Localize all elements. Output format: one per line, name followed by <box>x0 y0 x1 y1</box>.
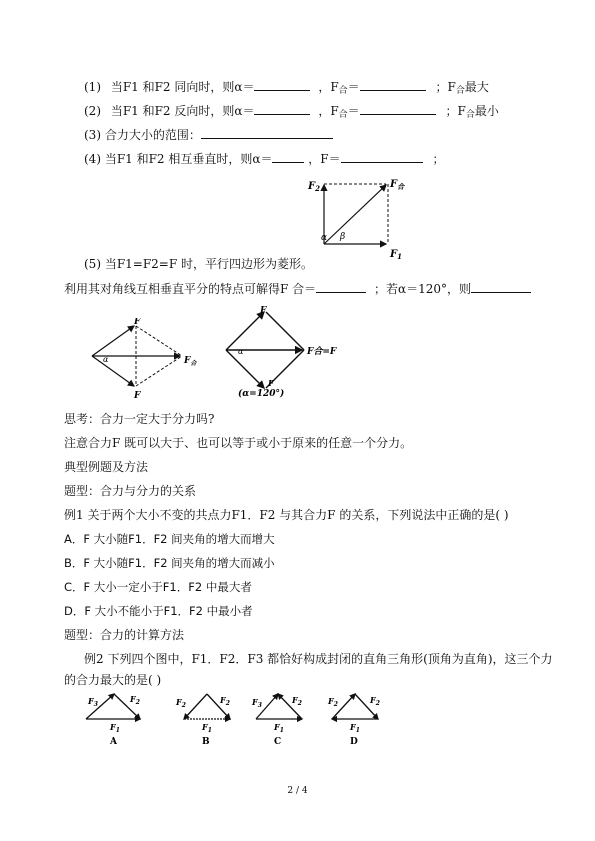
svg-text:F2: $F_2$ <box>130 694 140 706</box>
svg-text:F1: $F_1$ <box>110 722 120 734</box>
triangle-a <box>86 694 140 747</box>
svg-text:F1: $F_1$ <box>274 722 284 734</box>
rhombus-dash-top <box>136 326 182 356</box>
r120-bottom-arrow <box>226 350 264 388</box>
r120-top-arrow <box>226 312 264 350</box>
triangle-a-label: A <box>110 737 117 747</box>
blank-fhe-same[interactable] <box>360 79 426 91</box>
triangle-options <box>80 688 400 752</box>
rhombus-alpha: α <box>103 355 109 364</box>
page-number: 2 / 4 <box>287 786 308 796</box>
item-1-num: (1) <box>84 80 101 94</box>
blank-alpha-opposite[interactable] <box>254 103 310 115</box>
figure-perpendicular <box>300 172 410 264</box>
r120-edge-top <box>266 312 304 350</box>
item-1-text-e: 最大 <box>464 80 489 94</box>
example-1: 例1 关于两个大小不变的共点力F1．F2 与其合力F 的关系，下列说法中正确的是( ) <box>64 508 509 522</box>
item-4-text-a: (4) 当F1 和F2 相互垂直时，则α＝ <box>84 152 273 166</box>
r120-label-top: F <box>260 306 267 316</box>
r120-angle-label: (α=120°) <box>238 389 285 398</box>
item-6 <box>64 281 531 296</box>
topic-2: 题型：合力的计算方法 <box>64 628 185 642</box>
item-2-sub2: 合 <box>465 110 475 120</box>
label-alpha: α <box>321 233 328 243</box>
r120-label-bottom: F <box>268 378 274 388</box>
example-2-line1: 例2 下列四个图中，F1．F2．F3 都恰好构成封闭的直角三角形(顶角为直角)，这三个力 <box>84 652 553 666</box>
item-4 <box>84 151 444 166</box>
item-4-text-c: ； <box>432 152 445 166</box>
item-1 <box>84 79 489 98</box>
rhombus-label-top: F <box>134 318 141 327</box>
blank-alpha-perp[interactable] <box>272 151 304 163</box>
item-1-text-d: ；F <box>435 80 456 94</box>
item-2-num: (2) <box>84 104 101 118</box>
item-1-text-b: ，F <box>318 80 339 94</box>
svg-text:F1: $F_1$ <box>350 722 360 734</box>
item-2-text-c: ＝ <box>347 104 360 118</box>
r120-label-result: F合=F <box>307 347 337 357</box>
triangle-c <box>251 694 302 747</box>
label-f2: $F_2$ <box>308 181 320 193</box>
figure-rhombus <box>84 318 204 398</box>
item-5 <box>84 257 313 271</box>
option-a: A．F 大小随F1．F2 间夹角的增大而增大 <box>64 532 275 546</box>
option-c: C．F 大小一定小于F1．F2 中最大者 <box>64 580 252 594</box>
item-6-text-a: 利用其对角线互相垂直平分的特点可解得F 合＝ <box>64 282 317 296</box>
blank-f-perp[interactable] <box>341 151 423 163</box>
triangle-c-label: C <box>274 737 282 747</box>
figure-rhombus-120 <box>218 306 353 398</box>
item-1-text-a: 当F1 和F2 同向时，则α＝ <box>110 80 255 94</box>
think-question: 思考：合力一定大于分力吗? <box>64 412 215 426</box>
item-2-text-d: ；F <box>445 104 466 118</box>
triangle-b <box>175 694 230 747</box>
rhombus-dash-bottom <box>136 356 182 386</box>
rhombus-bottom-arrow <box>92 356 134 386</box>
blank-alpha-same[interactable] <box>254 79 310 91</box>
item-3-text: (3) 合力大小的范围： <box>84 128 201 142</box>
svg-text:F2: $F_2$ <box>292 695 302 707</box>
blank-fhe-opposite[interactable] <box>360 103 436 115</box>
label-fhe: $F_合$ <box>390 179 405 191</box>
item-6-text-b: ；若α＝120°，则 <box>373 282 471 296</box>
item-2-text-e: 最小 <box>474 104 499 118</box>
svg-text:F2: $F_2$ <box>328 696 338 708</box>
item-1-sub1: 合 <box>338 86 348 96</box>
note-text: 注意合力F 既可以大于、也可以等于或小于原来的任意一个分力。 <box>64 436 413 450</box>
rhombus-label-result: $F_合$ <box>184 356 197 367</box>
svg-text:F2: $F_2$ <box>220 695 230 707</box>
option-b: B．F 大小随F1．F2 间夹角的增大而减小 <box>64 556 275 570</box>
example-2-line2: 的合力最大的是( ) <box>64 673 162 687</box>
triangle-b-label: B <box>202 737 210 747</box>
r120-alpha: α <box>238 347 244 356</box>
svg-text:F1: $F_1$ <box>202 722 212 734</box>
rhombus-top-arrow <box>92 326 134 356</box>
item-3 <box>84 127 333 142</box>
triangle-d <box>327 694 380 747</box>
label-beta: β <box>340 232 346 242</box>
item-2-text-a: 当F1 和F2 反向时，则α＝ <box>110 104 255 118</box>
item-1-sub2: 合 <box>455 86 465 96</box>
svg-text:F3: $F_3$ <box>88 696 98 708</box>
option-d: D．F 大小不能小于F1．F2 中最小者 <box>64 604 253 618</box>
item-1-text-c: ＝ <box>347 80 360 94</box>
fhe-arrow <box>324 185 386 244</box>
blank-range[interactable] <box>201 127 333 139</box>
svg-text:F2: $F_2$ <box>370 695 380 707</box>
rhombus-label-bottom: F <box>134 391 141 398</box>
svg-text:F2: $F_2$ <box>176 697 186 709</box>
triangle-d-label: D <box>350 737 358 747</box>
item-2-sub1: 合 <box>338 110 348 120</box>
topic-1: 题型：合力与分力的关系 <box>64 484 197 498</box>
item-2-text-b: ，F <box>318 104 339 118</box>
item-4-text-b: ，F＝ <box>308 152 341 166</box>
section-title: 典型例题及方法 <box>64 460 149 474</box>
blank-f-120[interactable] <box>471 281 531 293</box>
blank-fhe-rhombus[interactable] <box>316 281 366 293</box>
label-f1: $F_1$ <box>390 249 402 261</box>
svg-text:F3: $F_3$ <box>252 697 262 709</box>
item-2 <box>84 103 499 122</box>
item-5-text: (5) 当F1=F2=F 时，平行四边形为菱形。 <box>84 257 313 271</box>
